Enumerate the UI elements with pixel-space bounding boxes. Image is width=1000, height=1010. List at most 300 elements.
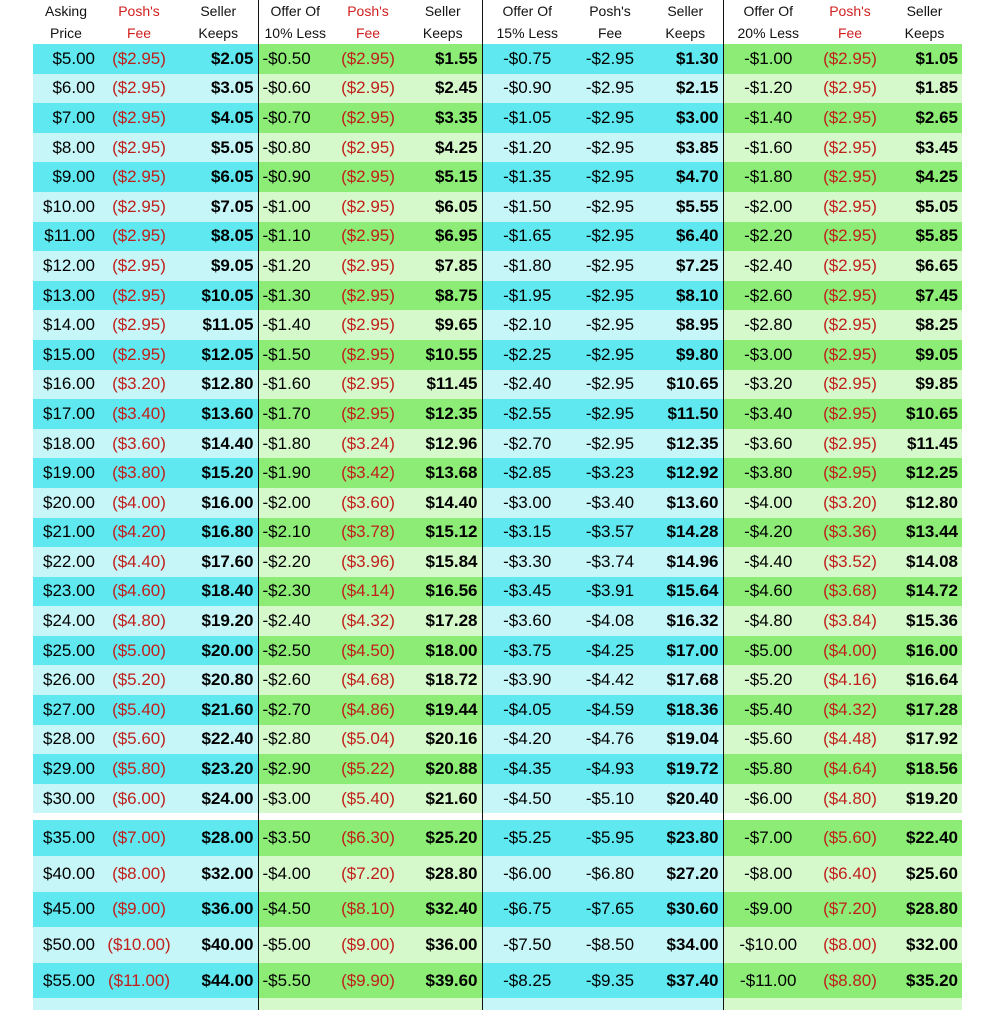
posh-fee-cell: ($4.60) xyxy=(99,577,179,607)
seller-keeps-15-cell: $3.85 xyxy=(648,133,723,163)
offer-15-less-cell: -$3.30 xyxy=(482,547,572,577)
posh-fee-10-cell: ($4.68) xyxy=(332,665,404,695)
seller-keeps-15-cell: $10.65 xyxy=(648,370,723,400)
seller-keeps-cell: $6.05 xyxy=(179,162,258,192)
seller-keeps-20-cell: $5.05 xyxy=(887,192,962,222)
offer-20-less-cell: -$5.00 xyxy=(723,636,813,666)
seller-keeps-cell: $16.80 xyxy=(179,518,258,548)
seller-keeps-cell: $17.60 xyxy=(179,547,258,577)
offer-15-less-cell: -$1.05 xyxy=(482,103,572,133)
offer-15-less-cell: -$4.05 xyxy=(482,695,572,725)
posh-fee-20-cell: ($2.95) xyxy=(813,370,887,400)
offer-15-less-cell: -$3.45 xyxy=(482,577,572,607)
seller-keeps-10-cell: $15.84 xyxy=(404,547,482,577)
offer-20-less-cell: -$4.20 xyxy=(723,518,813,548)
posh-fee-15-cell: -$2.95 xyxy=(572,162,648,192)
asking-price-cell: $50.00 xyxy=(33,927,99,963)
header-fee-15: Fee xyxy=(572,22,648,44)
offer-15-less-cell: -$5.25 xyxy=(482,820,572,856)
asking-price-cell: $30.00 xyxy=(33,784,99,814)
seller-keeps-cell: $11.05 xyxy=(179,310,258,340)
posh-fee-10-cell: ($2.95) xyxy=(332,370,404,400)
posh-fee-20-cell: ($2.95) xyxy=(813,222,887,252)
seller-keeps-20-cell: $11.45 xyxy=(887,429,962,459)
posh-fee-15-cell: -$3.74 xyxy=(572,547,648,577)
offer-20-less-cell: -$5.80 xyxy=(723,754,813,784)
posh-fee-20-cell: ($5.60) xyxy=(813,820,887,856)
asking-price-cell: $27.00 xyxy=(33,695,99,725)
seller-keeps-cell: $36.00 xyxy=(179,892,258,928)
asking-price-cell: $6.00 xyxy=(33,74,99,104)
offer-20-less-cell: -$4.40 xyxy=(723,547,813,577)
posh-fee-20-cell: ($3.68) xyxy=(813,577,887,607)
posh-fee-20-cell: ($2.95) xyxy=(813,192,887,222)
asking-price-cell: $23.00 xyxy=(33,577,99,607)
seller-keeps-10-cell: $3.35 xyxy=(404,103,482,133)
header-row-2 xyxy=(33,22,962,44)
posh-fee-cell: ($3.40) xyxy=(99,399,179,429)
offer-20-less-cell: -$3.00 xyxy=(723,340,813,370)
posh-fee-cell: ($9.00) xyxy=(99,892,179,928)
seller-keeps-15-cell: $3.00 xyxy=(648,103,723,133)
offer-20-less-cell: -$7.00 xyxy=(723,820,813,856)
seller-keeps-15-cell: $18.36 xyxy=(648,695,723,725)
seller-keeps-10-cell: $7.85 xyxy=(404,251,482,281)
seller-keeps-cell: $22.40 xyxy=(179,725,258,755)
posh-fee-10-cell: ($2.95) xyxy=(332,251,404,281)
seller-keeps-10-cell: $18.72 xyxy=(404,665,482,695)
offer-10-less-cell: -$2.80 xyxy=(258,725,332,755)
posh-fee-15-cell: -$2.95 xyxy=(572,192,648,222)
posh-fee-20-cell: ($2.95) xyxy=(813,74,887,104)
seller-keeps-15-cell: $37.40 xyxy=(648,963,723,999)
offer-15-less-cell: -$2.70 xyxy=(482,429,572,459)
posh-fee-15-cell: -$7.65 xyxy=(572,892,648,928)
posh-fee-cell: ($2.95) xyxy=(99,340,179,370)
seller-keeps-15-cell: $30.60 xyxy=(648,892,723,928)
posh-fee-cell: ($3.20) xyxy=(99,370,179,400)
posh-fee-10-cell: ($8.10) xyxy=(332,892,404,928)
posh-fee-20-cell: ($4.32) xyxy=(813,695,887,725)
table-body xyxy=(33,44,962,1010)
offer-10-less-cell: -$2.20 xyxy=(258,547,332,577)
seller-keeps-20-cell: $25.60 xyxy=(887,856,962,892)
seller-keeps-20-cell: $9.05 xyxy=(887,340,962,370)
seller-keeps-20-cell: $2.65 xyxy=(887,103,962,133)
offer-15-less-cell: -$2.25 xyxy=(482,340,572,370)
asking-price-cell: $45.00 xyxy=(33,892,99,928)
header-posh-fee-20: Posh's xyxy=(813,0,887,22)
posh-fee-20-cell: ($2.95) xyxy=(813,133,887,163)
offer-20-less-cell: -$3.60 xyxy=(723,429,813,459)
asking-price-cell: $28.00 xyxy=(33,725,99,755)
posh-fee-10-cell: ($2.95) xyxy=(332,310,404,340)
posh-fee-20-cell: ($4.00) xyxy=(813,636,887,666)
seller-keeps-15-cell: $19.72 xyxy=(648,754,723,784)
row-gap xyxy=(33,813,962,820)
posh-fee-10-cell: ($4.50) xyxy=(332,636,404,666)
offer-15-less-cell: -$2.10 xyxy=(482,310,572,340)
header-price: Price xyxy=(33,22,99,44)
posh-fee-15-cell: -$4.59 xyxy=(572,695,648,725)
seller-keeps-15-cell: $2.15 xyxy=(648,74,723,104)
offer-15-less-cell: -$4.20 xyxy=(482,725,572,755)
seller-keeps-15-cell: $16.32 xyxy=(648,606,723,636)
poshmark-fee-table xyxy=(33,0,962,1010)
seller-keeps-10-cell: $36.00 xyxy=(404,927,482,963)
posh-fee-15-cell: -$2.95 xyxy=(572,281,648,311)
header-keeps-15: Keeps xyxy=(648,22,723,44)
offer-15-less-cell: -$8.25 xyxy=(482,963,572,999)
offer-20-less-cell: -$3.80 xyxy=(723,458,813,488)
offer-20-less-cell: -$1.40 xyxy=(723,103,813,133)
offer-20-less-cell: -$2.80 xyxy=(723,310,813,340)
seller-keeps-cell: $10.05 xyxy=(179,281,258,311)
posh-fee-20-cell: ($4.64) xyxy=(813,754,887,784)
offer-20-less-cell: -$4.00 xyxy=(723,488,813,518)
asking-price-cell: $19.00 xyxy=(33,458,99,488)
offer-15-less-cell: -$7.50 xyxy=(482,927,572,963)
offer-10-less-cell: -$4.00 xyxy=(258,856,332,892)
posh-fee-20-cell: ($2.95) xyxy=(813,162,887,192)
posh-fee-15-cell: -$5.10 xyxy=(572,784,648,814)
seller-keeps-cell: $28.00 xyxy=(179,820,258,856)
header-offer-10: Offer Of xyxy=(258,0,332,22)
header-asking: Asking xyxy=(33,0,99,22)
table-row xyxy=(33,488,962,518)
posh-fee-10-cell: ($2.95) xyxy=(332,74,404,104)
seller-keeps-15-cell: $14.28 xyxy=(648,518,723,548)
offer-15-less-cell: -$6.75 xyxy=(482,892,572,928)
seller-keeps-15-cell: $13.60 xyxy=(648,488,723,518)
seller-keeps-cell: $21.60 xyxy=(179,695,258,725)
posh-fee-15-cell: -$8.50 xyxy=(572,927,648,963)
offer-10-less-cell: -$5.50 xyxy=(258,963,332,999)
asking-price-cell: $29.00 xyxy=(33,754,99,784)
posh-fee-10-cell: ($2.95) xyxy=(332,399,404,429)
offer-10-less-cell: -$0.50 xyxy=(258,44,332,74)
posh-fee-10-cell: ($2.95) xyxy=(332,281,404,311)
offer-15-less-cell: -$2.55 xyxy=(482,399,572,429)
header-seller-10: Seller xyxy=(404,0,482,22)
posh-fee-10-cell: ($3.60) xyxy=(332,488,404,518)
posh-fee-10-cell: ($2.95) xyxy=(332,162,404,192)
posh-fee-10-cell: ($2.95) xyxy=(332,103,404,133)
offer-10-less-cell: -$2.90 xyxy=(258,754,332,784)
offer-15-less-cell: -$6.00 xyxy=(482,856,572,892)
seller-keeps-15-cell: $9.80 xyxy=(648,340,723,370)
seller-keeps-cell: $18.40 xyxy=(179,577,258,607)
posh-fee-15-cell: -$2.95 xyxy=(572,399,648,429)
posh-fee-15-cell: -$3.91 xyxy=(572,577,648,607)
offer-15-less-cell: -$3.75 xyxy=(482,636,572,666)
asking-price-cell: $18.00 xyxy=(33,429,99,459)
posh-fee-cell: ($5.20) xyxy=(99,665,179,695)
seller-keeps-15-cell: $5.55 xyxy=(648,192,723,222)
seller-keeps-20-cell: $7.45 xyxy=(887,281,962,311)
posh-fee-15-cell: -$4.42 xyxy=(572,665,648,695)
offer-10-less-cell: -$0.70 xyxy=(258,103,332,133)
posh-fee-15-cell: -$2.95 xyxy=(572,103,648,133)
offer-15-less-cell: -$0.75 xyxy=(482,44,572,74)
asking-price-cell: $22.00 xyxy=(33,547,99,577)
seller-keeps-cell: $16.00 xyxy=(179,488,258,518)
asking-price-cell: $24.00 xyxy=(33,606,99,636)
seller-keeps-20-cell: $15.36 xyxy=(887,606,962,636)
offer-10-less-cell: -$5.00 xyxy=(258,927,332,963)
table-row xyxy=(33,340,962,370)
seller-keeps-15-cell: $4.70 xyxy=(648,162,723,192)
seller-keeps-10-cell: $16.56 xyxy=(404,577,482,607)
posh-fee-cell: ($4.00) xyxy=(99,488,179,518)
offer-10-less-cell: -$1.40 xyxy=(258,310,332,340)
posh-fee-20-cell: ($3.20) xyxy=(813,488,887,518)
seller-keeps-cell: $2.05 xyxy=(179,44,258,74)
offer-10-less-cell: -$2.00 xyxy=(258,488,332,518)
posh-fee-15-cell: -$3.23 xyxy=(572,458,648,488)
posh-fee-15-cell: -$4.25 xyxy=(572,636,648,666)
seller-keeps-cell: $7.05 xyxy=(179,192,258,222)
offer-15-less-cell: -$3.00 xyxy=(482,488,572,518)
table-row xyxy=(33,856,962,892)
posh-fee-20-cell: ($2.95) xyxy=(813,399,887,429)
posh-fee-cell: ($4.40) xyxy=(99,547,179,577)
seller-keeps-20-cell: $5.85 xyxy=(887,222,962,252)
posh-fee-20-cell: ($2.95) xyxy=(813,310,887,340)
seller-keeps-15-cell: $17.68 xyxy=(648,665,723,695)
posh-fee-15-cell: -$2.95 xyxy=(572,44,648,74)
offer-10-less-cell: -$1.50 xyxy=(258,340,332,370)
posh-fee-cell: ($7.00) xyxy=(99,820,179,856)
posh-fee-20-cell: ($2.95) xyxy=(813,458,887,488)
seller-keeps-15-cell: $17.00 xyxy=(648,636,723,666)
seller-keeps-10-cell: $11.45 xyxy=(404,370,482,400)
posh-fee-10-cell: ($3.42) xyxy=(332,458,404,488)
posh-fee-15-cell: -$2.95 xyxy=(572,222,648,252)
seller-keeps-20-cell: $19.20 xyxy=(887,784,962,814)
posh-fee-20-cell: ($3.36) xyxy=(813,518,887,548)
offer-10-less-cell: -$1.90 xyxy=(258,458,332,488)
offer-15-less-cell: -$3.15 xyxy=(482,518,572,548)
table-row xyxy=(33,636,962,666)
posh-fee-20-cell: ($8.00) xyxy=(813,927,887,963)
asking-price-cell: $15.00 xyxy=(33,340,99,370)
table-row xyxy=(33,370,962,400)
seller-keeps-10-cell: $20.88 xyxy=(404,754,482,784)
seller-keeps-20-cell: $32.00 xyxy=(887,927,962,963)
offer-20-less-cell: -$2.00 xyxy=(723,192,813,222)
seller-keeps-20-cell: $17.28 xyxy=(887,695,962,725)
table-row xyxy=(33,281,962,311)
offer-15-less-cell: -$4.35 xyxy=(482,754,572,784)
header-keeps-20: Keeps xyxy=(887,22,962,44)
offer-10-less-cell: -$1.30 xyxy=(258,281,332,311)
offer-15-less-cell: -$4.50 xyxy=(482,784,572,814)
offer-10-less-cell: -$1.80 xyxy=(258,429,332,459)
posh-fee-15-cell: -$4.93 xyxy=(572,754,648,784)
seller-keeps-10-cell: $21.60 xyxy=(404,784,482,814)
offer-10-less-cell: -$2.30 xyxy=(258,577,332,607)
posh-fee-15-cell: -$2.95 xyxy=(572,340,648,370)
seller-keeps-10-cell: $14.40 xyxy=(404,488,482,518)
offer-20-less-cell: -$4.60 xyxy=(723,577,813,607)
seller-keeps-15-cell: $8.95 xyxy=(648,310,723,340)
seller-keeps-15-cell: $7.25 xyxy=(648,251,723,281)
offer-15-less-cell: -$1.65 xyxy=(482,222,572,252)
table-row xyxy=(33,251,962,281)
posh-fee-cell: ($5.80) xyxy=(99,754,179,784)
seller-keeps-15-cell: $19.04 xyxy=(648,725,723,755)
offer-20-less-cell: -$11.00 xyxy=(723,963,813,999)
seller-keeps-20-cell: $17.92 xyxy=(887,725,962,755)
posh-fee-cell: ($4.80) xyxy=(99,606,179,636)
posh-fee-cell: ($5.40) xyxy=(99,695,179,725)
table-bottom-edge xyxy=(33,998,962,1010)
posh-fee-15-cell: -$2.95 xyxy=(572,133,648,163)
table-row xyxy=(33,784,962,814)
offer-20-less-cell: -$5.20 xyxy=(723,665,813,695)
seller-keeps-10-cell: $12.96 xyxy=(404,429,482,459)
offer-10-less-cell: -$1.60 xyxy=(258,370,332,400)
posh-fee-10-cell: ($5.04) xyxy=(332,725,404,755)
seller-keeps-10-cell: $2.45 xyxy=(404,74,482,104)
offer-15-less-cell: -$0.90 xyxy=(482,74,572,104)
posh-fee-cell: ($2.95) xyxy=(99,192,179,222)
offer-10-less-cell: -$0.60 xyxy=(258,74,332,104)
table-row xyxy=(33,399,962,429)
posh-fee-15-cell: -$3.57 xyxy=(572,518,648,548)
offer-10-less-cell: -$3.00 xyxy=(258,784,332,814)
posh-fee-20-cell: ($2.95) xyxy=(813,429,887,459)
table-row xyxy=(33,963,962,999)
posh-fee-10-cell: ($4.86) xyxy=(332,695,404,725)
offer-20-less-cell: -$1.80 xyxy=(723,162,813,192)
header-fee-20: Fee xyxy=(813,22,887,44)
offer-10-less-cell: -$0.90 xyxy=(258,162,332,192)
header-seller: Seller xyxy=(179,0,258,22)
offer-20-less-cell: -$2.60 xyxy=(723,281,813,311)
table-row xyxy=(33,74,962,104)
asking-price-cell: $40.00 xyxy=(33,856,99,892)
posh-fee-20-cell: ($2.95) xyxy=(813,103,887,133)
table-row xyxy=(33,310,962,340)
posh-fee-cell: ($2.95) xyxy=(99,251,179,281)
seller-keeps-20-cell: $1.05 xyxy=(887,44,962,74)
seller-keeps-cell: $8.05 xyxy=(179,222,258,252)
seller-keeps-cell: $32.00 xyxy=(179,856,258,892)
offer-20-less-cell: -$2.40 xyxy=(723,251,813,281)
table-row xyxy=(33,44,962,74)
offer-15-less-cell: -$2.85 xyxy=(482,458,572,488)
posh-fee-10-cell: ($2.95) xyxy=(332,192,404,222)
posh-fee-cell: ($2.95) xyxy=(99,162,179,192)
header-row-1 xyxy=(33,0,962,22)
offer-10-less-cell: -$1.10 xyxy=(258,222,332,252)
seller-keeps-cell: $24.00 xyxy=(179,784,258,814)
seller-keeps-15-cell: $8.10 xyxy=(648,281,723,311)
seller-keeps-cell: $15.20 xyxy=(179,458,258,488)
seller-keeps-15-cell: $14.96 xyxy=(648,547,723,577)
seller-keeps-cell: $23.20 xyxy=(179,754,258,784)
posh-fee-20-cell: ($2.95) xyxy=(813,340,887,370)
header-15-less: 15% Less xyxy=(482,22,572,44)
offer-20-less-cell: -$1.00 xyxy=(723,44,813,74)
seller-keeps-10-cell: $6.95 xyxy=(404,222,482,252)
seller-keeps-10-cell: $10.55 xyxy=(404,340,482,370)
asking-price-cell: $35.00 xyxy=(33,820,99,856)
offer-20-less-cell: -$6.00 xyxy=(723,784,813,814)
posh-fee-15-cell: -$4.76 xyxy=(572,725,648,755)
seller-keeps-20-cell: $22.40 xyxy=(887,820,962,856)
header-seller-20: Seller xyxy=(887,0,962,22)
asking-price-cell: $8.00 xyxy=(33,133,99,163)
header-10-less: 10% Less xyxy=(258,22,332,44)
seller-keeps-cell: $4.05 xyxy=(179,103,258,133)
table-row xyxy=(33,162,962,192)
seller-keeps-10-cell: $9.65 xyxy=(404,310,482,340)
posh-fee-cell: ($8.00) xyxy=(99,856,179,892)
table-row xyxy=(33,665,962,695)
seller-keeps-20-cell: $16.64 xyxy=(887,665,962,695)
table-row xyxy=(33,429,962,459)
seller-keeps-20-cell: $14.08 xyxy=(887,547,962,577)
posh-fee-20-cell: ($3.84) xyxy=(813,606,887,636)
seller-keeps-10-cell: $15.12 xyxy=(404,518,482,548)
posh-fee-20-cell: ($7.20) xyxy=(813,892,887,928)
asking-price-cell: $14.00 xyxy=(33,310,99,340)
table-row xyxy=(33,754,962,784)
posh-fee-cell: ($2.95) xyxy=(99,74,179,104)
posh-fee-15-cell: -$5.95 xyxy=(572,820,648,856)
seller-keeps-20-cell: $16.00 xyxy=(887,636,962,666)
posh-fee-15-cell: -$2.95 xyxy=(572,370,648,400)
seller-keeps-10-cell: $28.80 xyxy=(404,856,482,892)
seller-keeps-10-cell: $25.20 xyxy=(404,820,482,856)
posh-fee-20-cell: ($2.95) xyxy=(813,281,887,311)
table-row xyxy=(33,695,962,725)
posh-fee-15-cell: -$6.80 xyxy=(572,856,648,892)
seller-keeps-cell: $5.05 xyxy=(179,133,258,163)
table-row xyxy=(33,820,962,856)
seller-keeps-cell: $12.05 xyxy=(179,340,258,370)
posh-fee-cell: ($2.95) xyxy=(99,281,179,311)
offer-20-less-cell: -$4.80 xyxy=(723,606,813,636)
asking-price-cell: $10.00 xyxy=(33,192,99,222)
seller-keeps-10-cell: $6.05 xyxy=(404,192,482,222)
offer-20-less-cell: -$3.40 xyxy=(723,399,813,429)
seller-keeps-10-cell: $17.28 xyxy=(404,606,482,636)
posh-fee-10-cell: ($3.78) xyxy=(332,518,404,548)
posh-fee-10-cell: ($3.96) xyxy=(332,547,404,577)
seller-keeps-20-cell: $12.80 xyxy=(887,488,962,518)
seller-keeps-20-cell: $9.85 xyxy=(887,370,962,400)
offer-15-less-cell: -$3.60 xyxy=(482,606,572,636)
seller-keeps-15-cell: $6.40 xyxy=(648,222,723,252)
posh-fee-cell: ($6.00) xyxy=(99,784,179,814)
seller-keeps-20-cell: $4.25 xyxy=(887,162,962,192)
asking-price-cell: $5.00 xyxy=(33,44,99,74)
asking-price-cell: $9.00 xyxy=(33,162,99,192)
seller-keeps-15-cell: $12.35 xyxy=(648,429,723,459)
offer-20-less-cell: -$8.00 xyxy=(723,856,813,892)
seller-keeps-cell: $9.05 xyxy=(179,251,258,281)
table-row xyxy=(33,547,962,577)
posh-fee-10-cell: ($9.90) xyxy=(332,963,404,999)
header-seller-15: Seller xyxy=(648,0,723,22)
offer-20-less-cell: -$9.00 xyxy=(723,892,813,928)
asking-price-cell: $16.00 xyxy=(33,370,99,400)
posh-fee-cell: ($10.00) xyxy=(99,927,179,963)
